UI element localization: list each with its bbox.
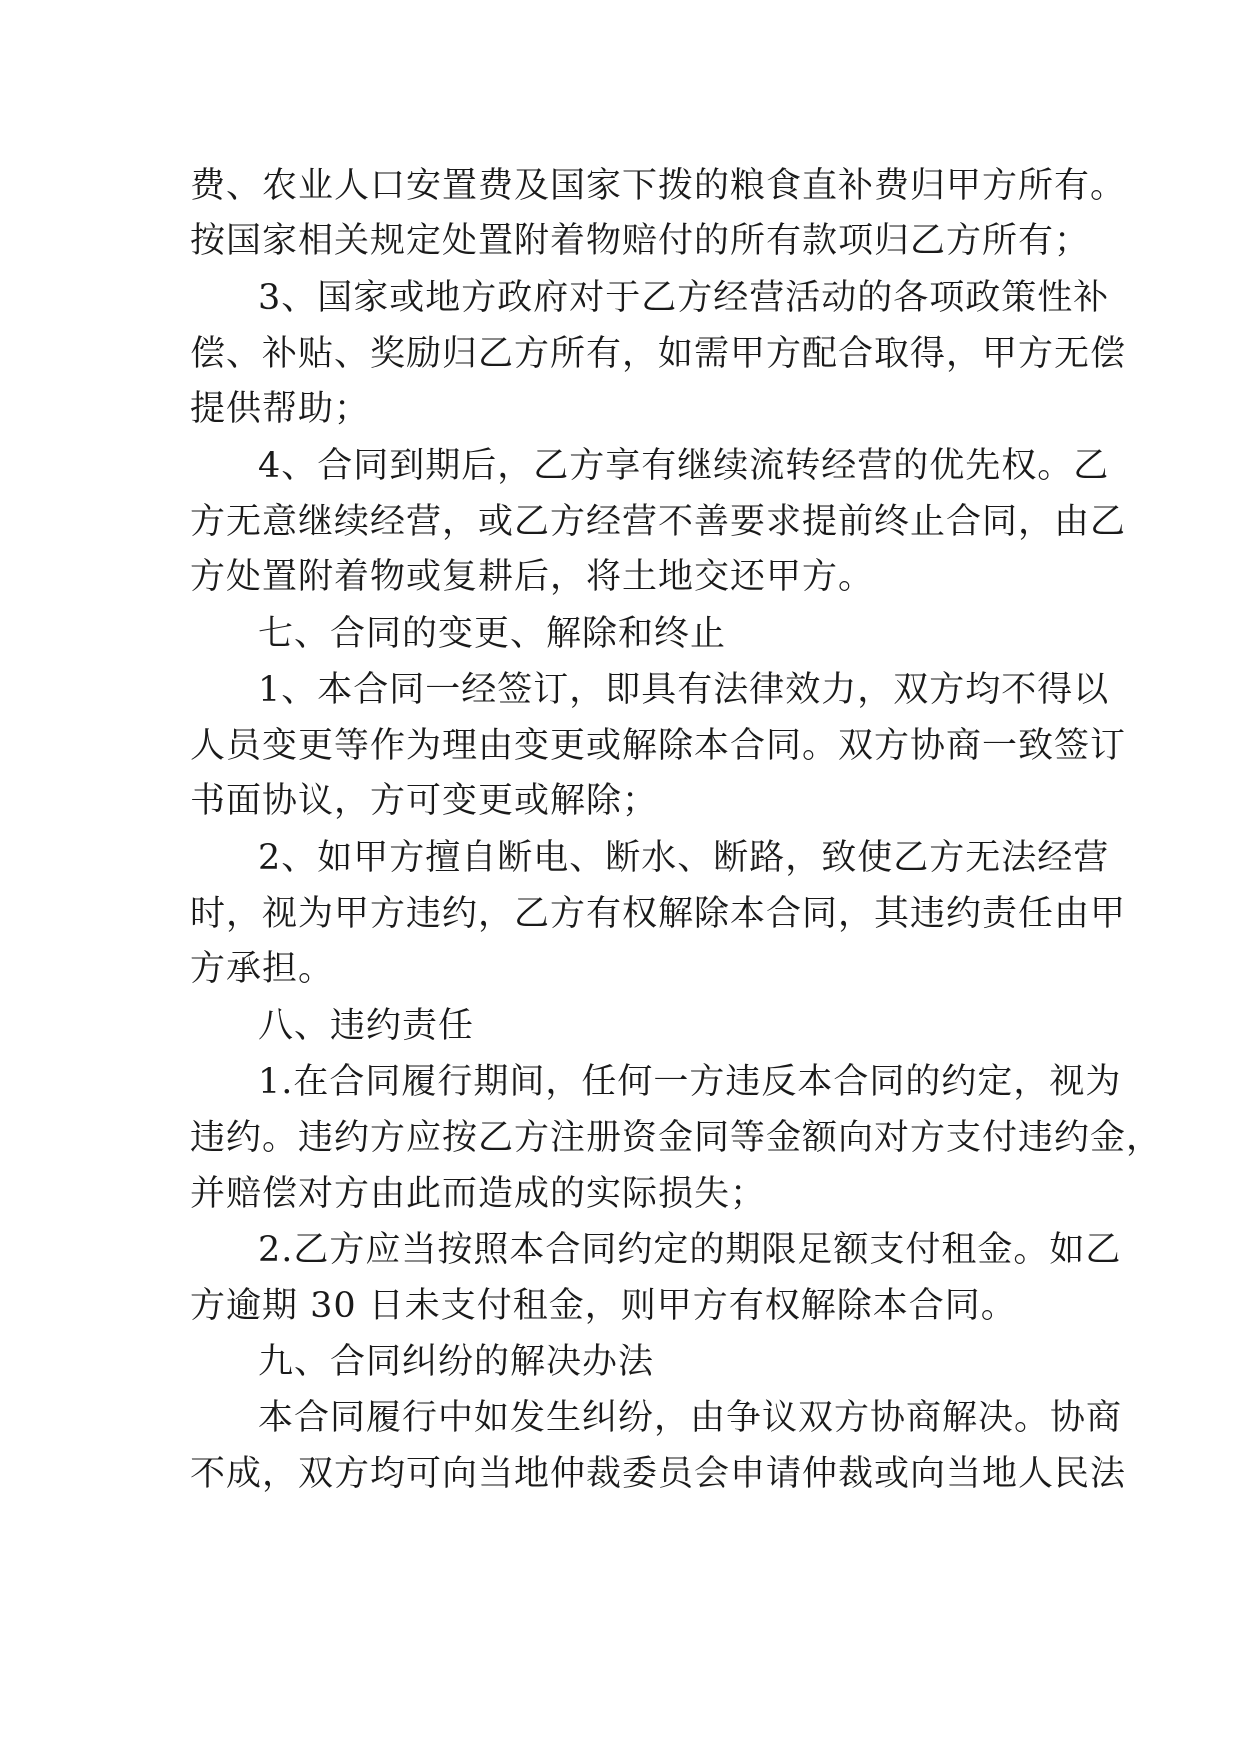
text-line-17: 1.在合同履行期间，任何一方违反本合同的约定，视为: [258, 1062, 1122, 1102]
section-heading-8: 八、违约责任: [258, 1006, 475, 1046]
text-line-8: 方处置附着物或复耕后，将土地交还甲方。: [190, 557, 875, 597]
text-line-5: 提供帮助；: [190, 389, 371, 429]
text-line-13: 2、如甲方擅自断电、断水、断路，致使乙方无法经营: [258, 838, 1110, 878]
text-line-10: 1、本合同一经签订，即具有法律效力，双方均不得以: [258, 670, 1110, 710]
text-line-6: 4、合同到期后，乙方享有继续流转经营的优先权。乙: [258, 446, 1110, 486]
text-line-2: 按国家相关规定处置附着物赔付的所有款项归乙方所有；: [190, 221, 1091, 261]
text-line-23: 本合同履行中如发生纠纷，由争议双方协商解决。协商: [258, 1398, 1123, 1438]
text-line-15: 方承担。: [190, 949, 335, 989]
text-line-11: 人员变更等作为理由变更或解除本合同。双方协商一致签订: [190, 726, 1127, 766]
text-line-7: 方无意继续经营，或乙方经营不善要求提前终止合同，由乙: [190, 502, 1127, 542]
text-line-12: 书面协议，方可变更或解除；: [190, 781, 659, 821]
section-heading-9: 九、合同纠纷的解决办法: [258, 1342, 655, 1382]
section-heading-7: 七、合同的变更、解除和终止: [258, 614, 727, 654]
text-line-19: 并赔偿对方由此而造成的实际损失；: [190, 1174, 767, 1214]
text-line-18: 违约。违约方应按乙方注册资金同等金额向对方支付违约金，: [190, 1118, 1163, 1158]
text-line-1: 费、农业人口安置费及国家下拨的粮食直补费归甲方所有。: [190, 166, 1127, 206]
text-line-20: 2.乙方应当按照本合同约定的期限足额支付租金。如乙: [258, 1230, 1122, 1270]
text-line-3: 3、国家或地方政府对于乙方经营活动的各项政策性补: [258, 278, 1110, 318]
text-line-14: 时，视为甲方违约，乙方有权解除本合同，其违约责任由甲: [190, 894, 1127, 934]
text-line-4: 偿、补贴、奖励归乙方所有，如需甲方配合取得，甲方无偿: [190, 334, 1127, 374]
text-line-21: 方逾期 30 日未支付租金，则甲方有权解除本合同。: [190, 1286, 1017, 1326]
text-line-24: 不成，双方均可向当地仲裁委员会申请仲裁或向当地人民法: [190, 1454, 1127, 1494]
